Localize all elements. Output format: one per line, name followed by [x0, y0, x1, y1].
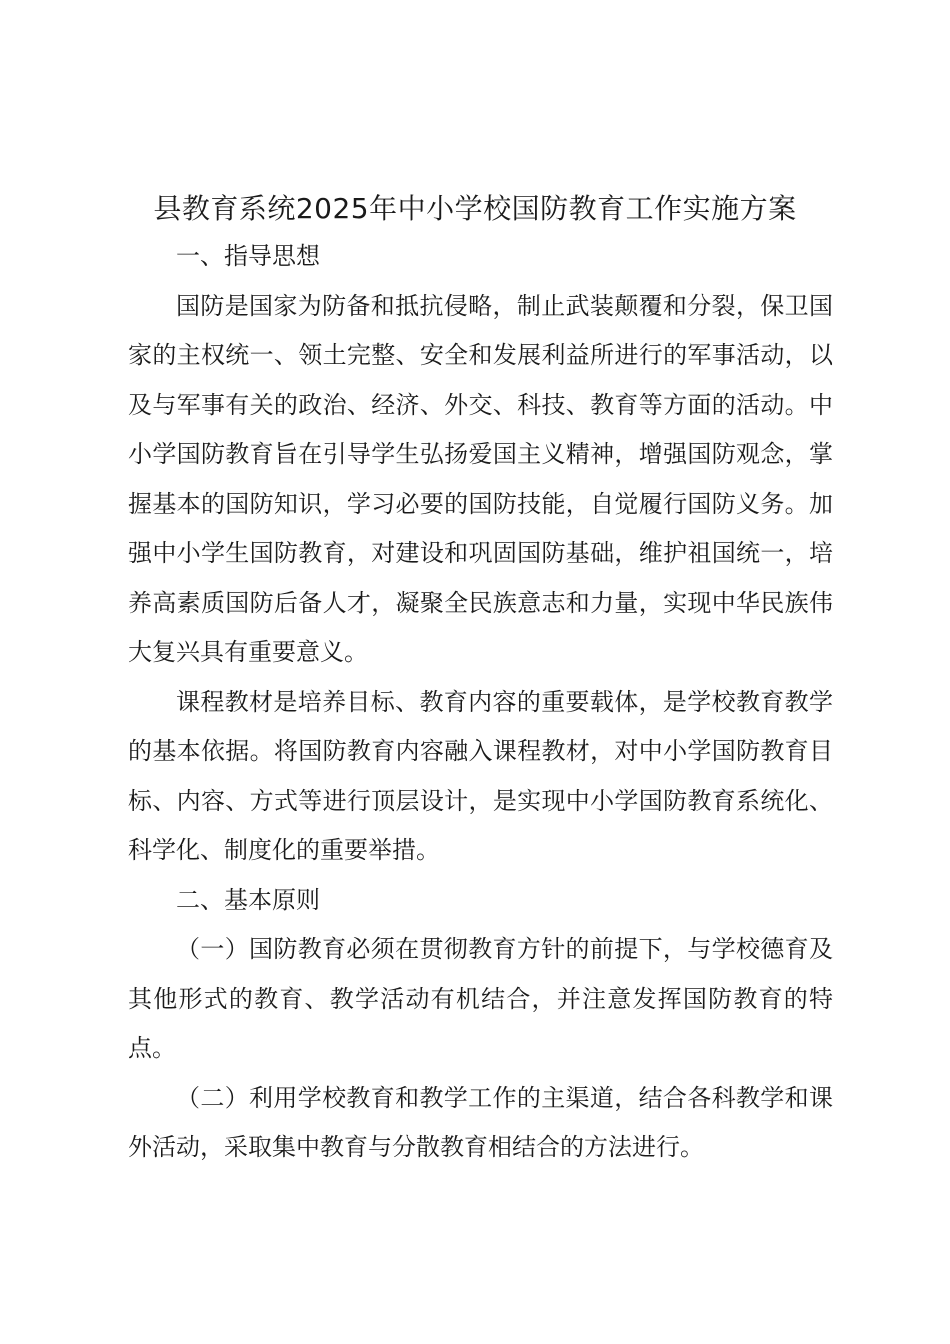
paragraph-curriculum-materials: 课程教材是培养目标、教育内容的重要载体，是学校教育教学的基本依据。将国防教育内容融入课程教材，对中小学国防教育目标、内容、方式等进行顶层设计，是实现中小学国防教育系统化、科学化、制度化的重要举措。 [128, 687, 833, 864]
principle-item-1: （一）国防教育必须在贯彻教育方针的前提下，与学校德育及其他形式的教育、教学活动有机结合，并注意发挥国防教育的特点。 [128, 935, 833, 1062]
document-body [128, 232, 833, 1173]
section-heading-basic-principles: 二、基本原则 [176, 885, 320, 914]
paragraph-national-defense: 国防是国家为防备和抵抗侵略，制止武装颠覆和分裂，保卫国家的主权统一、领土完整、安全和发展利益所进行的军事活动，以及与军事有关的政治、经济、外交、科技、教育等方面的活动。中小学国防教育旨在引导学生弘扬爱国主义精神，增强国防观念，掌握基本的国防知识，学习必要的国防技能，自觉履行国防义务。加强中小学生国防教育，对建设和巩固国防基础，维护祖国统一，培养高素质国防后备人才，凝聚全民族意志和力量，实现中华民族伟大复兴具有重要意义。 [128, 291, 833, 666]
document-title: 县教育系统2025年中小学校国防教育工作实施方案 [153, 192, 797, 225]
principle-item-2: （二）利用学校教育和教学工作的主渠道，结合各科教学和课外活动，采取集中教育与分散教育相结合的方法进行。 [128, 1083, 833, 1161]
section-heading-guiding-ideology: 一、指导思想 [176, 242, 320, 270]
